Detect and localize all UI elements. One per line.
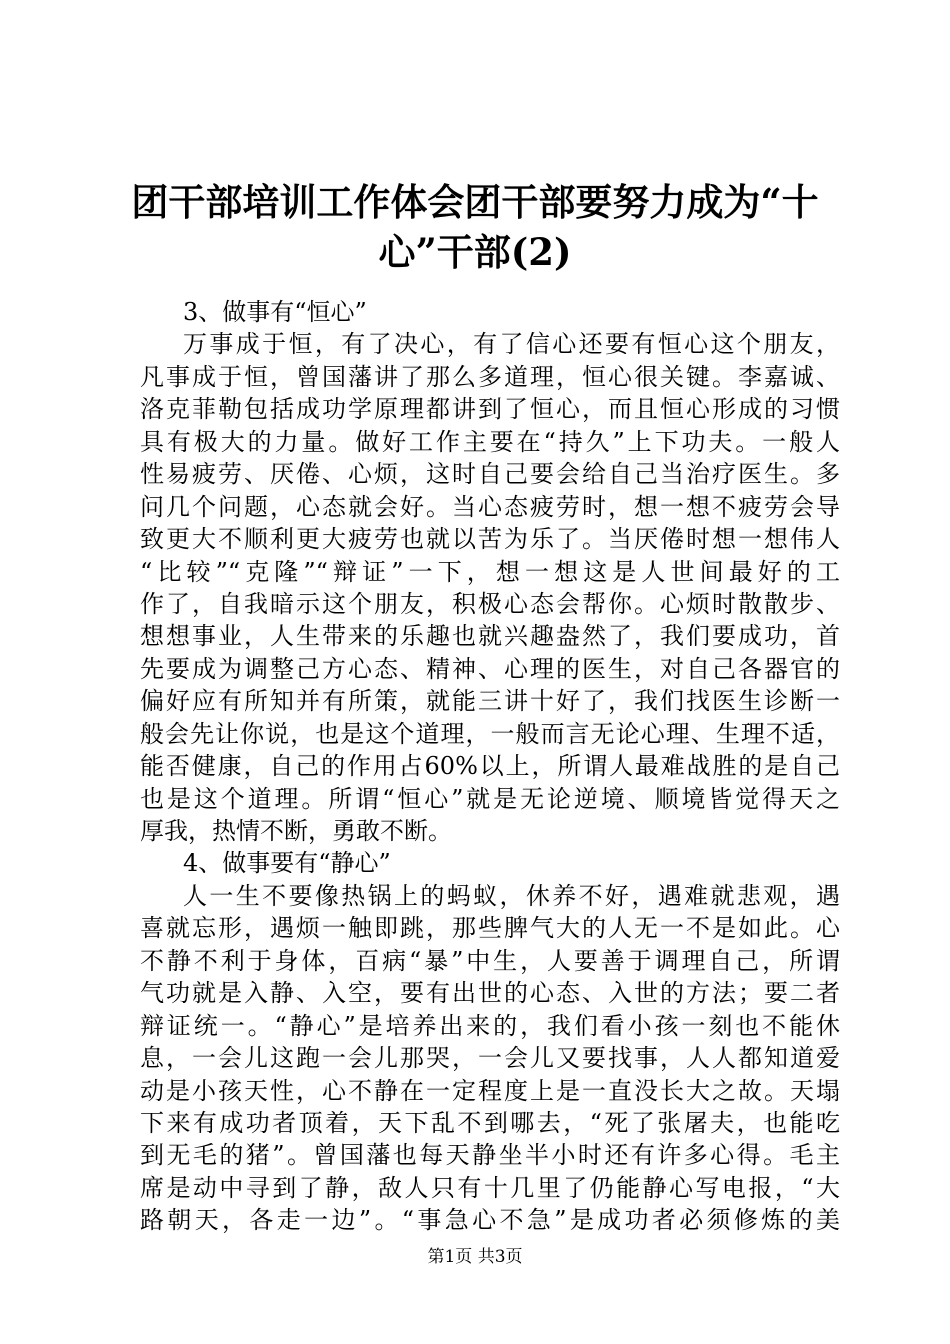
paragraph-line: 厚我，热情不断，勇敢不断。 — [140, 817, 452, 845]
document-title-line-2: 心”干部(2) — [378, 230, 572, 274]
paragraph-line: 作了，自我暗示这个朋友，积极心态会帮你。心烦时散散步、 — [140, 589, 840, 618]
paragraph-line: 具有极大的力量。做好工作主要在“持久”上下功夫。一般人 — [140, 427, 840, 456]
paragraph-line: 偏好应有所知并有所策，就能三讲十好了，我们找医生诊断一 — [140, 687, 840, 716]
document-title-line-1: 团干部培训工作体会团干部要努力成为“十 — [131, 180, 819, 224]
paragraph-line: 路朝天，各走一边”。“事急心不急”是成功者必须修炼的美 — [140, 1206, 840, 1235]
paragraph-line: 问几个问题，心态就会好。当心态疲劳时，想一想不疲劳会导 — [140, 492, 840, 521]
document-body — [140, 296, 840, 1237]
paragraph-line: 下来有成功者顶着，天下乱不到哪去，“死了张屠夫，也能吃 — [140, 1108, 840, 1137]
paragraph-line: 能否健康，自己的作用占60%以上，所谓人最难战胜的是自己 — [140, 752, 840, 781]
section-heading: 4、做事要有“静心” — [183, 849, 391, 878]
paragraph-line: 凡事成于恒，曾国藩讲了那么多道理，恒心很关键。李嘉诚、 — [140, 362, 840, 391]
paragraph-line: 人一生不要像热锅上的蚂蚁，休养不好，遇难就悲观，遇 — [183, 881, 840, 910]
paragraph-line: 动是小孩天性，心不静在一定程度上是一直没长大之故。天塌 — [140, 1076, 840, 1105]
paragraph-line: 喜就忘形，遇烦一触即跳，那些脾气大的人无一不是如此。心 — [140, 914, 840, 943]
paragraph-line: “比较”“克隆”“辩证”一下，想一想这是人世间最好的工 — [140, 557, 840, 586]
page-footer: 第1页 共3页 — [427, 1247, 523, 1267]
paragraph-line: 席是动中寻到了静，敌人只有十几里了仍能静心写电报，“大 — [140, 1173, 840, 1202]
paragraph-line: 致更大不顺利更大疲劳也就以苦为乐了。当厌倦时想一想伟人 — [140, 525, 840, 554]
paragraph-line: 先要成为调整己方心态、精神、心理的医生，对自己各器官的 — [140, 654, 840, 683]
paragraph-line: 辩证统一。“静心”是培养出来的，我们看小孩一刻也不能休 — [140, 1011, 840, 1040]
paragraph-line: 性易疲劳、厌倦、心烦，这时自己要会给自己当治疗医生。多 — [140, 460, 840, 489]
paragraph-line: 气功就是入静、入空，要有出世的心态、入世的方法；要二者 — [140, 979, 840, 1008]
paragraph-line: 不静不利于身体，百病“暴”中生，人要善于调理自己，所谓 — [140, 946, 840, 975]
section-heading: 3、做事有“恒心” — [183, 298, 367, 326]
paragraph-line: 也是这个道理。所谓“恒心”就是无论逆境、顺境皆觉得天之 — [140, 784, 840, 813]
paragraph-line: 般会先让你说，也是这个道理，一般而言无论心理、生理不适， — [140, 719, 840, 748]
paragraph-line: 万事成于恒，有了决心，有了信心还要有恒心这个朋友， — [183, 330, 840, 359]
paragraph-line: 洛克菲勒包括成功学原理都讲到了恒心，而且恒心形成的习惯 — [140, 395, 840, 424]
paragraph-line: 息，一会儿这跑一会儿那哭，一会儿又要找事，人人都知道爱 — [140, 1044, 840, 1073]
paragraph-line: 到无毛的猪”。曾国藩也每天静坐半小时还有许多心得。毛主 — [140, 1141, 840, 1170]
paragraph-line: 想想事业，人生带来的乐趣也就兴趣盎然了，我们要成功，首 — [140, 622, 840, 651]
